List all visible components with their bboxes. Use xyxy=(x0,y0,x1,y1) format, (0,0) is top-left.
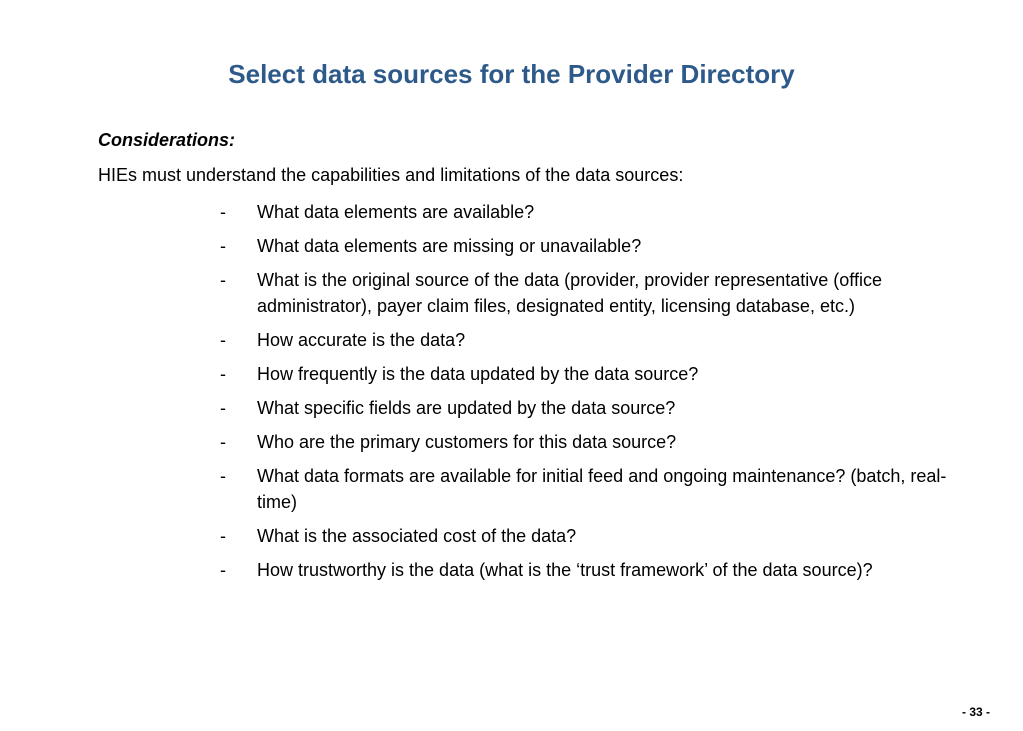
slide-title: Select data sources for the Provider Directory xyxy=(228,59,795,89)
list-item-text: What specific fields are updated by the data source? xyxy=(257,398,676,418)
considerations-heading: Considerations: xyxy=(98,130,236,150)
bullet-dash: - xyxy=(220,270,226,290)
list-item xyxy=(220,199,980,225)
list-item xyxy=(220,557,980,583)
list-item xyxy=(220,233,980,259)
list-item-text: What is the associated cost of the data? xyxy=(257,526,577,546)
bullet-dash: - xyxy=(220,202,226,222)
bullet-dash: - xyxy=(220,236,226,256)
page-number: - 33 - xyxy=(962,705,991,719)
bullet-dash: - xyxy=(220,364,226,384)
list-item xyxy=(220,395,980,421)
list-item-text: Who are the primary customers for this data source? xyxy=(257,432,677,452)
bullet-dash: - xyxy=(220,398,226,418)
bullet-dash: - xyxy=(220,560,226,580)
list-item xyxy=(220,523,980,549)
list-item-text: What data formats are available for initial feed and ongoing maintenance? (batch, real-time) xyxy=(257,466,947,512)
list-item-text: How accurate is the data? xyxy=(257,330,466,350)
considerations-list xyxy=(220,199,980,591)
bullet-dash: - xyxy=(220,330,226,350)
list-item xyxy=(220,463,980,515)
list-item-text: What data elements are missing or unavailable? xyxy=(257,236,642,256)
bullet-dash: - xyxy=(220,466,226,486)
list-item-text: What data elements are available? xyxy=(257,202,535,222)
list-item xyxy=(220,267,980,319)
list-item xyxy=(220,327,980,353)
list-item xyxy=(220,361,980,387)
bullet-dash: - xyxy=(220,526,226,546)
list-item-text: How trustworthy is the data (what is the ‘trust framework’ of the data source)? xyxy=(257,560,873,580)
list-item xyxy=(220,429,980,455)
list-item-text: How frequently is the data updated by the data source? xyxy=(257,364,699,384)
bullet-dash: - xyxy=(220,432,226,452)
list-item-text: What is the original source of the data (provider, provider representative (office administrator), payer claim files, designated entity, licensing database, etc.) xyxy=(257,270,882,316)
intro-text: HIEs must understand the capabilities and limitations of the data sources: xyxy=(98,165,684,185)
